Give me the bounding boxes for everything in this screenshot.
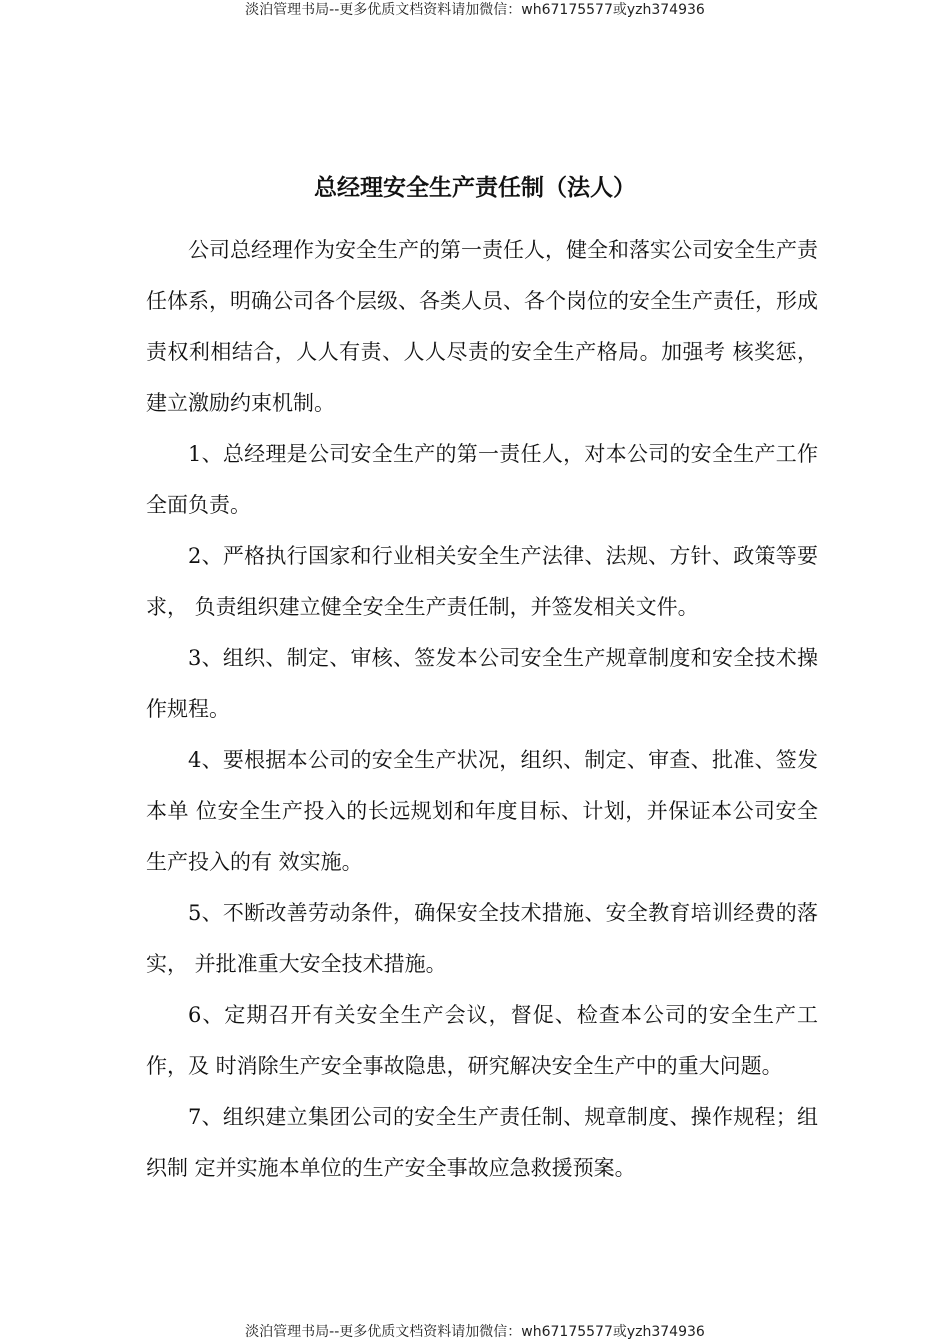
document-body [146, 225, 818, 1194]
duty-item-4: 4、要根据本公司的安全生产状况，组织、制定、审查、批准、签发本单 位安全生产投入的长远规划和年度目标、计划，并保证本公司安全生产投入的有 效实施。 [146, 748, 818, 874]
duty-item-2: 2、严格执行国家和行业相关安全生产法律、法规、方针、政策等要求， 负责组织建立健全安全生产责任制，并签发相关文件。 [146, 544, 818, 619]
intro-paragraph: 公司总经理作为安全生产的第一责任人，健全和落实公司安全生产责任体系，明确公司各个层级、各类人员、各个岗位的安全生产责任，形成责权利相结合，人人有责、人人尽责的安全生产格局。加强考 核奖惩，建立激励约束机制。 [146, 238, 818, 415]
duty-item-1: 1、总经理是公司安全生产的第一责任人，对本公司的安全生产工作全面负责。 [146, 442, 818, 517]
page-header: 淡泊管理书局--更多优质文档资料请加微信：wh67175577或yzh374936 [245, 2, 705, 18]
duty-item-7: 7、组织建立集团公司的安全生产责任制、规章制度、操作规程；组织制 定并实施本单位的生产安全事故应急救援预案。 [146, 1105, 818, 1180]
duty-item-6: 6、定期召开有关安全生产会议，督促、检查本公司的安全生产工作，及 时消除生产安全事故隐患，研究解决安全生产中的重大问题。 [146, 1003, 818, 1078]
page-footer: 淡泊管理书局--更多优质文档资料请加微信：wh67175577或yzh374936 [245, 1324, 705, 1340]
document-title: 总经理安全生产责任制（法人） [314, 175, 636, 201]
duty-item-5: 5、不断改善劳动条件，确保安全技术措施、安全教育培训经费的落实， 并批准重大安全技术措施。 [146, 901, 818, 976]
duty-item-3: 3、组织、制定、审核、签发本公司安全生产规章制度和安全技术操作规程。 [146, 646, 818, 721]
